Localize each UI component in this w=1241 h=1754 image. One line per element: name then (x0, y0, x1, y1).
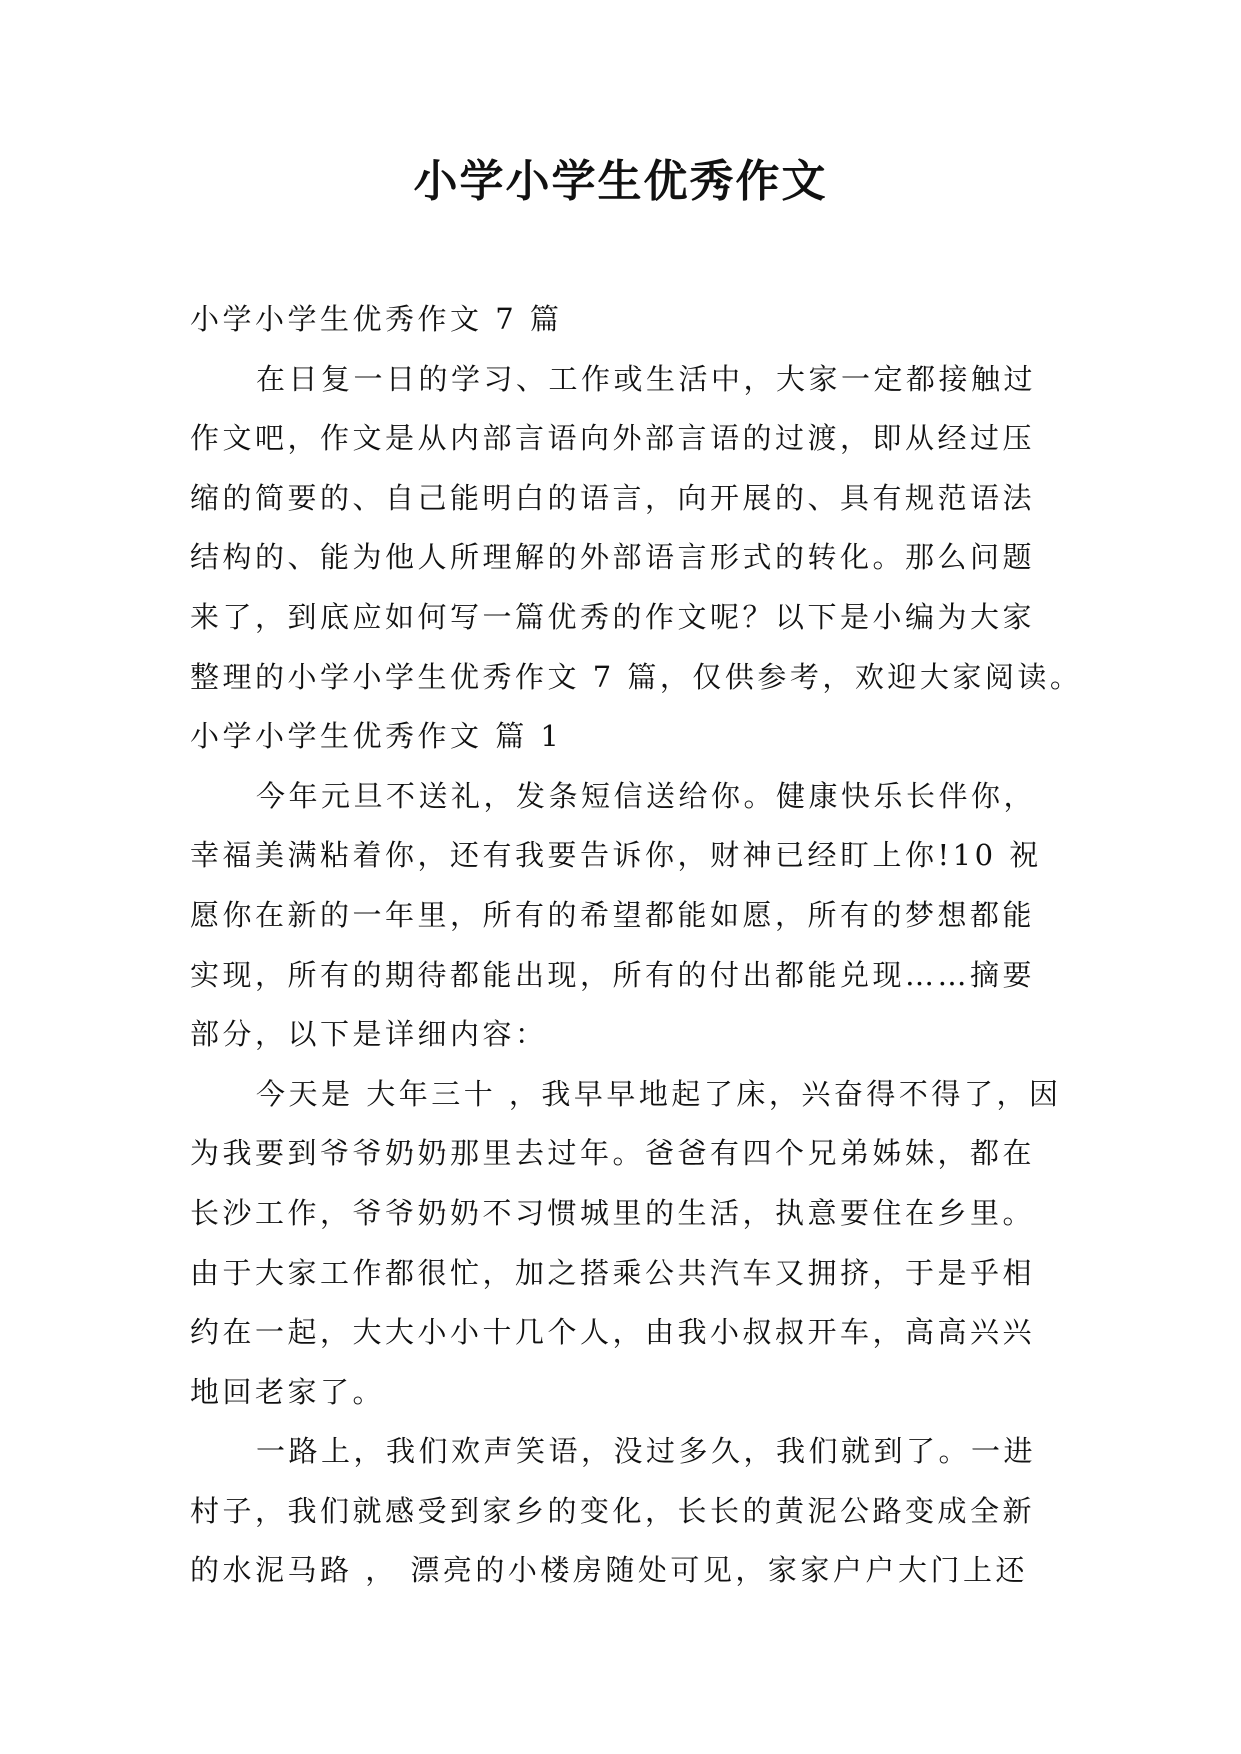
text-line: 村子，我们就感受到家乡的变化，长长的黄泥公路变成全新 (190, 1493, 1036, 1528)
text-line: 结构的、能为他人所理解的外部语言形式的转化。那么问题 (190, 540, 1036, 575)
text-line: 一路上，我们欢声笑语，没过多久，我们就到了。一进 (256, 1434, 1037, 1469)
text-line: 为我要到爷爷奶奶那里去过年。爸爸有四个兄弟姊妹，都在 (190, 1136, 1036, 1171)
text-line: 缩的简要的、自己能明白的语言，向开展的、具有规范语法 (190, 480, 1036, 515)
text-line: 约在一起，大大小小十几个人，由我小叔叔开车，高高兴兴 (190, 1315, 1036, 1350)
text-line: 今天是 大年三十 ，我早早地起了床，兴奋得不得了，因 (256, 1076, 1062, 1111)
text-line: 长沙工作，爷爷奶奶不习惯城里的生活，执意要住在乡里。 (190, 1195, 1036, 1230)
text-line: 愿你在新的一年里，所有的希望都能如愿，所有的梦想都能 (190, 897, 1036, 932)
text-line: 整理的小学小学生优秀作文 7 篇，仅供参考，欢迎大家阅读。 (190, 659, 1083, 694)
text-line: 实现，所有的期待都能出现，所有的付出都能兑现……摘要 (190, 957, 1036, 992)
text-line: 来了，到底应如何写一篇优秀的作文呢？以下是小编为大家 (190, 599, 1036, 634)
text-line: 今年元旦不送礼，发条短信送给你。健康快乐长伴你， (256, 778, 1037, 813)
document-body (190, 290, 1083, 1601)
text-line: 地回老家了。 (190, 1374, 386, 1409)
text-line: 由于大家工作都很忙，加之搭乘公共汽车又拥挤，于是乎相 (190, 1255, 1036, 1290)
text-line: 的水泥马路 ， 漂亮的小楼房随处可见，家家户户大门上还 (190, 1553, 1028, 1588)
text-line: 小学小学生优秀作文 篇 1 (190, 719, 563, 754)
text-line: 小学小学生优秀作文 7 篇 (190, 302, 563, 336)
document-title: 小学小学生优秀作文 (413, 156, 828, 207)
text-line: 作文吧，作文是从内部言语向外部言语的过渡，即从经过压 (190, 421, 1036, 456)
text-line: 幸福美满粘着你，还有我要告诉你，财神已经盯上你!10 祝 (190, 838, 1042, 873)
text-line: 部分，以下是详细内容： (190, 1017, 548, 1052)
text-line: 在日复一日的学习、工作或生活中，大家一定都接触过 (256, 361, 1037, 396)
